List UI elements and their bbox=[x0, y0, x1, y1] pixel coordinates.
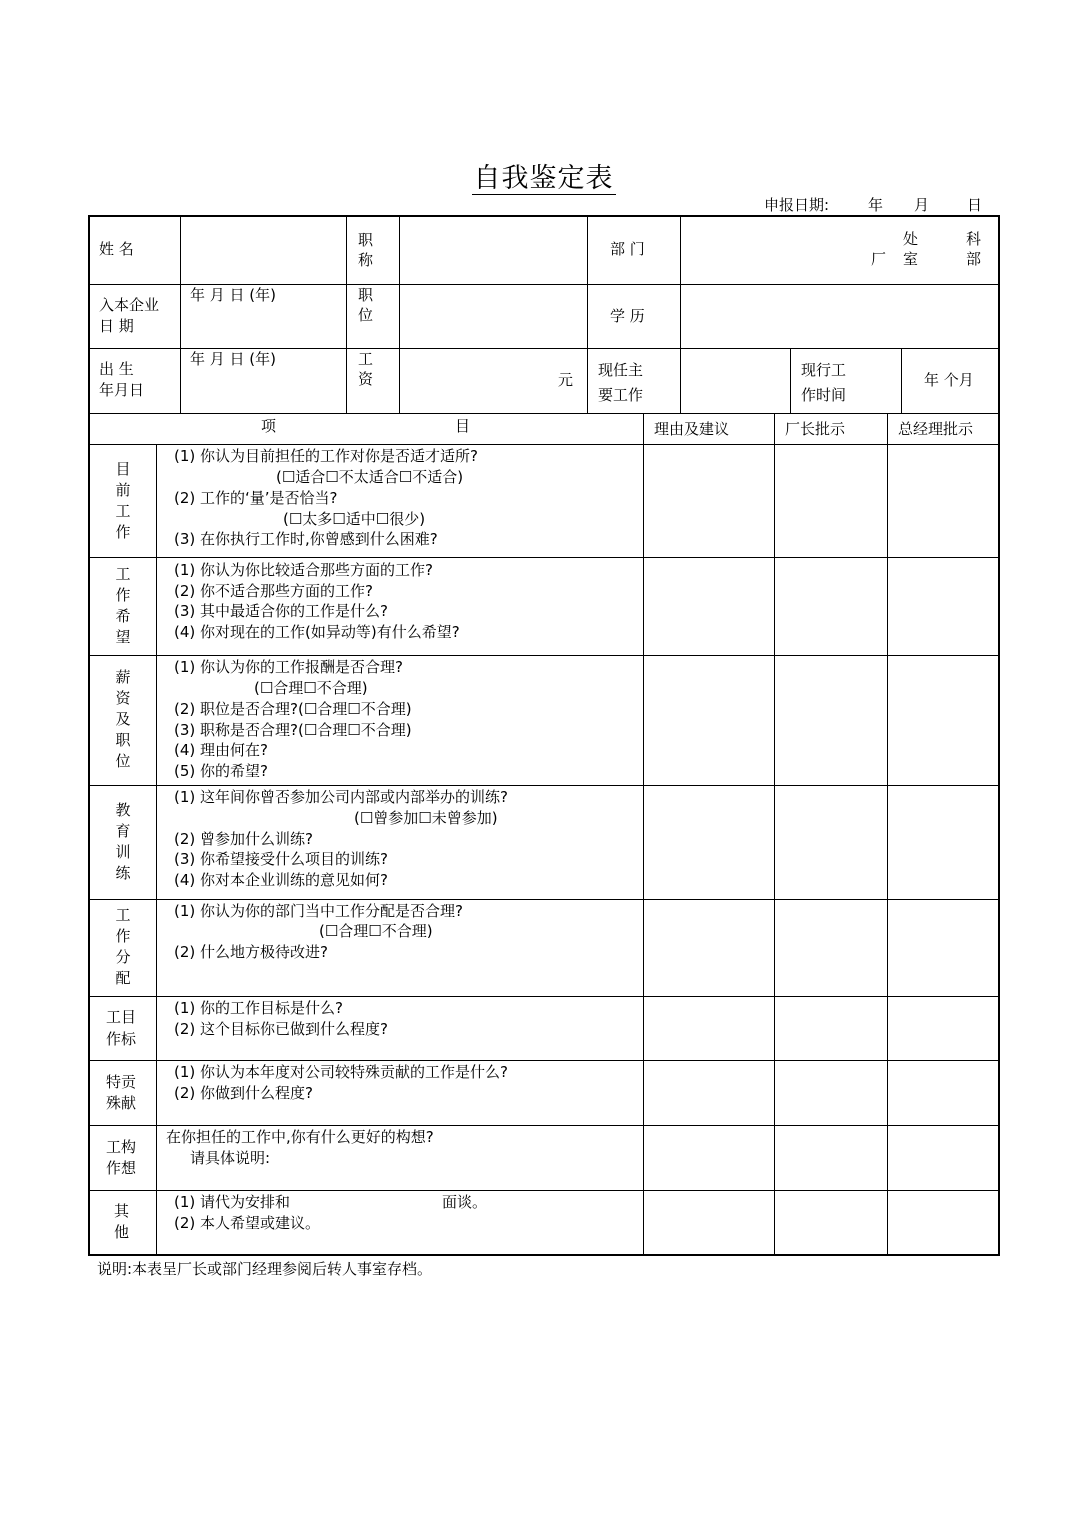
section-line: (1) 请代为安排和 bbox=[174, 1193, 291, 1211]
section-line: (4) 理由何在? bbox=[174, 741, 268, 759]
name-label: 姓 名 bbox=[99, 240, 134, 258]
col-reason: 理由及建议 bbox=[654, 420, 730, 438]
section-line: 在你担任的工作中,你有什么更好的构想? bbox=[166, 1128, 434, 1146]
footer-note: 说明:本表呈厂长或部门经理参阅后转人事室存档。 bbox=[97, 1260, 433, 1278]
form-table bbox=[88, 215, 1000, 1256]
section-line: (1) 这年间你曾否参加公司内部或内部举办的训练? bbox=[174, 788, 508, 806]
col-gm: 总经理批示 bbox=[898, 420, 974, 438]
report-month: 月 bbox=[914, 196, 930, 214]
work-time-label-2: 作时间 bbox=[801, 386, 847, 404]
section-label-work-hope: 工作希望 bbox=[115, 565, 131, 646]
section-label-other-2: 他 bbox=[114, 1223, 130, 1241]
main-work-label-2: 要工作 bbox=[598, 386, 644, 404]
section-line: (2) 曾参加什么训练? bbox=[174, 830, 313, 848]
work-time-label-1: 现行工 bbox=[801, 361, 847, 379]
salary-label-2: 资 bbox=[358, 370, 374, 388]
section-line: (3) 你希望接受什么项目的训练? bbox=[174, 850, 388, 868]
section-label-idea-1: 工构 bbox=[106, 1138, 137, 1156]
report-date-label: 申报日期: bbox=[764, 196, 830, 214]
section-line: (2) 你不适合那些方面的工作? bbox=[174, 582, 373, 600]
dept-ke: 科 bbox=[966, 230, 982, 248]
col-mu: 目 bbox=[455, 417, 471, 435]
section-label-idea-2: 作想 bbox=[106, 1159, 137, 1177]
birth-label-1: 出 生 bbox=[99, 360, 134, 378]
report-day: 日 bbox=[967, 196, 983, 214]
section-line: (1) 你认为目前担任的工作对你是否适才适所? bbox=[174, 447, 478, 465]
section-line: (5) 你的希望? bbox=[174, 762, 268, 780]
section-line: (3) 职称是否合理?(☐合理☐不合理) bbox=[174, 721, 412, 739]
section-line: 面谈。 bbox=[442, 1193, 488, 1211]
section-line: (1) 你认为本年度对公司较特殊贡献的工作是什么? bbox=[174, 1063, 508, 1081]
section-line: (2) 你做到什么程度? bbox=[174, 1084, 313, 1102]
section-label-contribution-2: 殊献 bbox=[106, 1094, 137, 1112]
section-label-goal-1: 工目 bbox=[106, 1008, 137, 1026]
section-line: (4) 你对本企业训练的意见如何? bbox=[174, 871, 388, 889]
dept-chang: 厂 bbox=[871, 250, 887, 268]
report-year: 年 bbox=[868, 196, 884, 214]
section-label-goal-2: 作标 bbox=[106, 1030, 137, 1048]
section-label-work-allocation: 工作分配 bbox=[115, 906, 131, 987]
section-line: (2) 什么地方极待改进? bbox=[174, 943, 328, 961]
section-line: (2) 工作的‘量’是否恰当? bbox=[174, 489, 338, 507]
salary-label-1: 工 bbox=[358, 350, 374, 368]
section-line: (1) 你认为你的部门当中工作分配是否合理? bbox=[174, 902, 463, 920]
dept-shi: 室 bbox=[903, 250, 919, 268]
salary-unit: 元 bbox=[558, 371, 574, 389]
title-label-2: 称 bbox=[358, 251, 374, 269]
section-line: (2) 这个目标你已做到什么程度? bbox=[174, 1020, 388, 1038]
section-line: (4) 你对现在的工作(如异动等)有什么希望? bbox=[174, 623, 460, 641]
section-label-other-1: 其 bbox=[114, 1202, 130, 1220]
birth-label-2: 年月日 bbox=[99, 381, 145, 399]
education-label: 学 历 bbox=[610, 307, 645, 325]
section-label-contribution-1: 特贡 bbox=[106, 1073, 137, 1091]
section-label-current-work: 目前工作 bbox=[115, 460, 131, 541]
work-time-unit: 年 个月 bbox=[924, 371, 974, 389]
position-label-2: 位 bbox=[358, 306, 374, 324]
join-date-label-1: 入本企业 bbox=[99, 296, 160, 314]
col-item: 项 bbox=[261, 417, 277, 435]
section-line: (☐适合☐不太适合☐不适合) bbox=[276, 468, 464, 486]
section-line: (☐合理☐不合理) bbox=[319, 922, 433, 940]
section-line: (☐曾参加☐未曾参加) bbox=[354, 809, 498, 827]
section-line: (2) 职位是否合理?(☐合理☐不合理) bbox=[174, 700, 412, 718]
section-line: (3) 其中最适合你的工作是什么? bbox=[174, 602, 388, 620]
section-line: (2) 本人希望或建议。 bbox=[174, 1214, 321, 1232]
section-line: (3) 在你执行工作时,你曾感到什么困难? bbox=[174, 530, 438, 548]
section-label-training: 教育训练 bbox=[115, 801, 131, 882]
dept-bu: 部 bbox=[966, 250, 982, 268]
page-title: 自我鉴定表 bbox=[473, 163, 614, 194]
department-label: 部 门 bbox=[610, 240, 645, 258]
section-line: 请具体说明: bbox=[190, 1149, 271, 1167]
section-line: (1) 你认为你比较适合那些方面的工作? bbox=[174, 561, 433, 579]
main-work-label-1: 现任主 bbox=[598, 361, 644, 379]
dept-chu: 处 bbox=[903, 230, 919, 248]
join-date-label-2: 日 期 bbox=[99, 317, 134, 335]
section-line: (1) 你的工作目标是什么? bbox=[174, 999, 343, 1017]
section-line: (☐合理☐不合理) bbox=[254, 679, 368, 697]
join-date-format: 年 月 日 (年) bbox=[190, 286, 277, 304]
section-line: (1) 你认为你的工作报酬是否合理? bbox=[174, 658, 403, 676]
birth-date-format: 年 月 日 (年) bbox=[190, 350, 277, 368]
position-label-1: 职 bbox=[358, 286, 374, 304]
section-label-salary-position: 薪资及职位 bbox=[115, 668, 131, 770]
col-director: 厂长批示 bbox=[785, 420, 846, 438]
section-line: (☐太多☐适中☐很少) bbox=[283, 510, 426, 528]
title-label-1: 职 bbox=[358, 231, 374, 249]
